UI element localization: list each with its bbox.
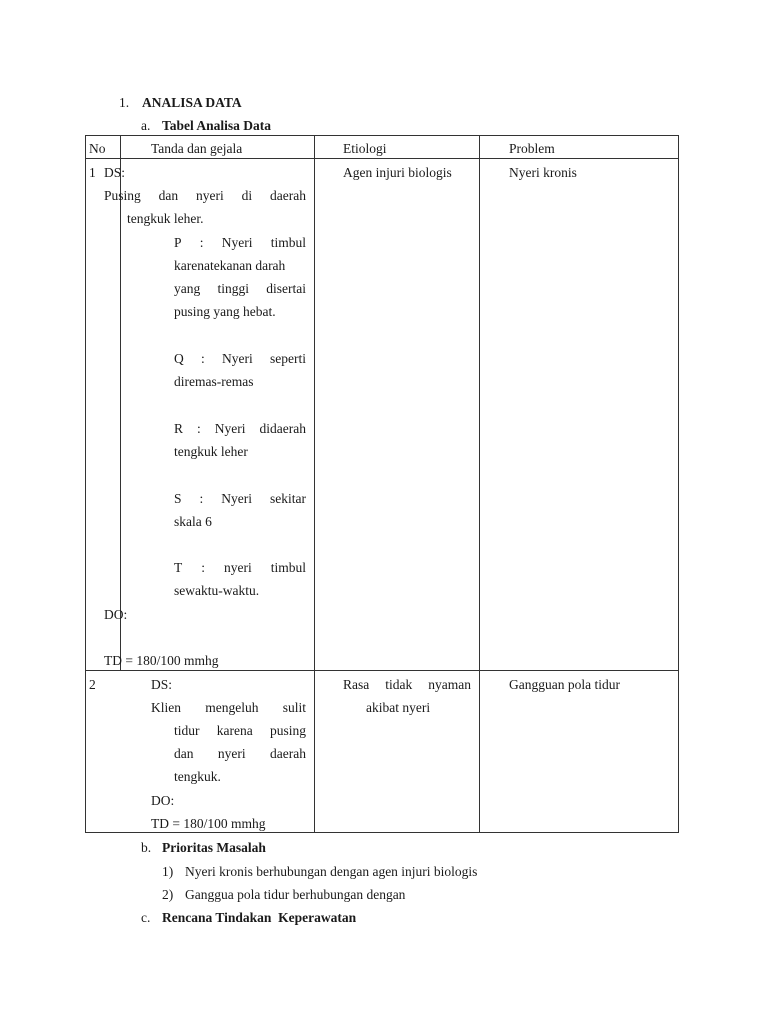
row1-s-line1: S : Nyeri sekitar [174,491,306,506]
row1-r-line1: R : Nyeri didaerah [174,421,306,436]
sub-a-title: Tabel Analisa Data [162,118,272,133]
row1-p-line4: pusing yang hebat. [174,304,276,319]
section-number: 1. [119,95,130,110]
row1-p-line1: P : Nyeri timbul [174,235,306,250]
table-row-divider [85,670,679,671]
table-border-right [678,135,679,833]
row1-ds-line1: Pusing dan nyeri di daerah [104,188,306,203]
row2-problem: Gangguan pola tidur [509,677,620,692]
priority-item-1-marker: 1) [162,864,174,879]
row2-ds-line3: dan nyeri daerah [174,746,306,761]
row2-ds-line1: Klien mengeluh sulit [151,700,306,715]
row1-etiologi: Agen injuri biologis [343,165,452,180]
priority-item-2-text: Ganggua pola tidur berhubungan dengan [185,887,406,902]
table-col-divider-no [120,135,121,670]
row2-etiologi-line1: Rasa tidak nyaman [343,677,471,692]
row1-problem: Nyeri kronis [509,165,577,180]
row2-ds-line2: tidur karena pusing [174,723,306,738]
table-header-divider [85,158,679,159]
sub-c-title: Rencana Tindakan Keperawatan [162,910,357,925]
row1-t-line1: T : nyeri timbul [174,560,306,575]
table-border-bottom [85,832,679,833]
table-col-divider-tanda [314,135,315,833]
row1-p-line3: yang tinggi disertai [174,281,306,296]
header-tanda: Tanda dan gejala [151,141,243,156]
row1-no: 1 [89,165,96,180]
row1-ds-label: DS: [104,165,126,180]
row2-etiologi-line2: akibat nyeri [366,700,431,715]
header-problem: Problem [509,141,555,156]
row1-t-line2: sewaktu-waktu. [174,583,260,598]
row1-ds-line2: tengkuk leher. [127,211,204,226]
sub-c-marker: c. [141,910,151,925]
header-no: No [89,141,106,156]
sub-a-marker: a. [141,118,151,133]
row2-no: 2 [89,677,96,692]
section-title: ANALISA DATA [142,95,242,110]
row2-td: TD = 180/100 mmhg [151,816,266,831]
priority-item-2-marker: 2) [162,887,174,902]
header-etiologi: Etiologi [343,141,387,156]
row2-do-label: DO: [151,793,175,808]
row2-ds-label: DS: [151,677,173,692]
row1-q-line1: Q : Nyeri seperti [174,351,306,366]
row1-p-line2: karenatekanan darah [174,258,286,273]
sub-b-marker: b. [141,840,152,855]
table-col-divider-etiologi [479,135,480,833]
sub-b-title: Prioritas Masalah [162,840,266,855]
row1-r-line2: tengkuk leher [174,444,248,459]
row1-do-label: DO: [104,607,128,622]
table-border-top [85,135,679,136]
row1-td: TD = 180/100 mmhg [104,653,219,668]
row1-q-line2: diremas-remas [174,374,254,389]
table-border-left [85,135,86,833]
row2-ds-line4: tengkuk. [174,769,221,784]
row1-s-line2: skala 6 [174,514,212,529]
priority-item-1-text: Nyeri kronis berhubungan dengan agen injuri biologis [185,864,478,879]
